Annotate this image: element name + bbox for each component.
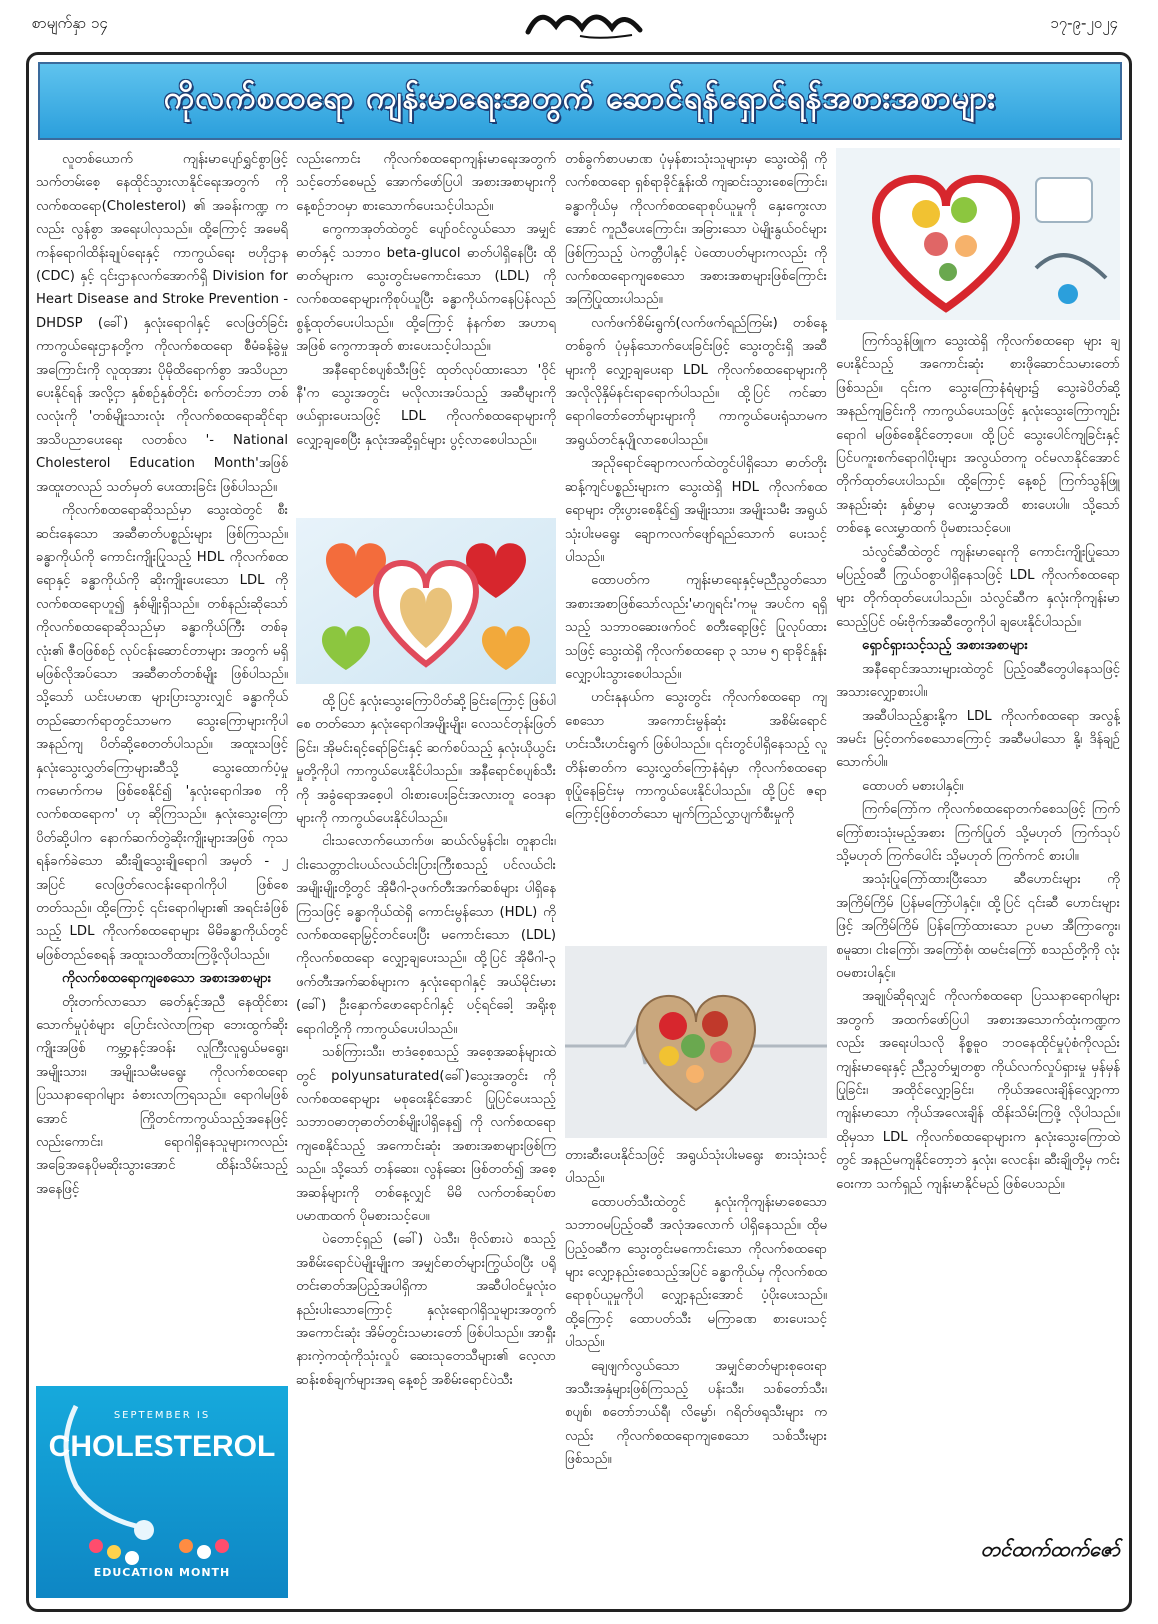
column-3-top (565, 148, 827, 940)
poster-month: SEPTEMBER IS (113, 1410, 211, 1421)
paragraph: ထောပတ်က ကျန်းမာရေးနှင့်မညီညွတ်သော အစားအစာဖြစ်သော်လည်း'မာဂျရင်း'ကမူ အပင်က ရရှိသည့် သဘာဝဆေးဖက်ဝင် စတီးရော့ဖြင့် ပြုလုပ်ထားသဖြင့် သွေးထဲရှိ ကိုလက်စထရော ၃ သာမ ၅ ရာခိုင်နှုန်း လျှော့ပါးသွားစေပါသည်။ (565, 573, 827, 682)
paragraph: ထောပတ် မစားပါနှင့်။ (862, 778, 964, 794)
cholesterol-month-poster (36, 1386, 288, 1598)
paragraph: သစ်ကြားသီး၊ ဗာဒံစေ့စသည့် အစေ့အဆန်များထဲတွင် polyunsaturated(ခေါ်)သွေးအတွင်း ကို လက်စထရောများ မစုဝေးနိုင်အောင် ပြုပြင်ပေးသည့် သဘာဝဓာတုဓာတ်တစ်မျိုးပါရှိနေ၍ ကို လက်စထရော ကျစေနိုင်သည့် အကောင်းဆုံး အစားအစာများဖြစ်ကြသည်။ သို့သော် တန်ဆေး၊ လွန်ဆေး ဖြစ်တတ်၍ အစေ့အဆန်များကို တစ်နေ့လျှင် မိမိ လက်တစ်ဆုပ်စာ ပမာဏထက် ပိုမစားသင့်ပေ။ (296, 1045, 556, 1224)
paragraph: ဟင်းနုနယ်က သွေးတွင်း ကိုလက်စထရော ကျစေသော အကောင်းမွန်ဆုံး အစိမ်းရောင်ဟင်းသီးဟင်းရွက် ဖြစ်ပါသည်။ ၎င်းတွင်ပါရှိနေသည့် လူတိန်းဓာတ်က သွေးလွှတ်ကြောနံရံမှာ ကိုလက်စထရော စုပြုံနေခြင်းမှ ကာကွယ်ပေးနိုင်ပါသည်။ ထို့ပြင် ဇရာကြောင့်ဖြစ်တတ်သော မျက်ကြည်လွှာပျက်စီးမှုကို (565, 690, 827, 823)
paragraph: သံလွင်ဆီထဲတွင် ကျန်းမာရေးကို ကောင်းကျိုးပြုသော မပြည့်ဝဆီ ကြွယ်ဝစွာပါရှိနေသဖြင့် LDL ကိုလက်စထရောများ တိုက်ထုတ်ပေးပါသည်။ သံလွင်ဆီက နှလုံးကိုကျန်းမာသေည့်ပြင် ဝမ်းဗိုက်အဆီတွေကိုပါ ချပေးနိုင်ပါသည်။ (836, 544, 1120, 630)
paragraph: ကြက်သွန်ဖြူက သွေးထဲရှိ ကိုလက်စထရော များ ချပေးနိုင်သည့် အကောင်းဆုံး စားဖိုဆောင်သမားတော်ဖြစ်သည်။ ၎င်းက သွေးကြောနံရံများ၌ သွေးခဲပိတ်ဆို့အနည်ကျခြင်းကို ကာကွယ်ပေးသဖြင့် နှလုံးသွေးကြောကျဉ်းရောဂါ မဖြစ်စေနိုင်တော့ပေ။ ထို့ပြင် သွေးပေါင်ကျခြင်းနှင့် ပြင်ပကူးစက်ရောဂါပိုးများ အလွယ်တကူ ဝင်မလာနိုင်အောင် တိုက်ထုတ်ပေးပါသည်။ ထို့ကြောင့် နေ့စဉ် ကြက်သွန်ဖြူ အနည်းဆုံး နှစ်မွှာမှ လေးမွှာအထိ စားပေးပါ။ သို့သော် တစ်နေ့ လေးမွှာထက် ပိုမစားသင့်ပေ။ (836, 334, 1120, 537)
page-number: စာမျက်နှာ ၁၄ (32, 14, 108, 32)
paragraph: ချေဖျက်လွယ်သော အမျှင်ဓာတ်များစုဝေးရာ အသီးအနှံများဖြစ်ကြသည့် ပန်းသီး၊ သစ်တော်သီး၊ စပျစ်၊ စတော်ဘယ်ရီ၊ လိမ္မော်၊ ဂရိတ်ဖရုသီးများ ကလည်း ကိုလက်စထရောကျစေသော သစ်သီးများ ဖြစ်သည်။ (565, 1358, 827, 1468)
heart-bowl-food-photo (836, 148, 1120, 320)
paragraph: ထောပတ်သီးထဲတွင် နှလုံးကိုကျန်းမာစေသော သဘာဝမပြည့်ဝဆီ အလုံအလောက် ပါရှိနေသည်။ ထိုမပြည့်ဝဆီက သွေးတွင်းမကောင်းသော ကိုလက်စထရောများ လျှော့နည်းစေသည့်အပြင် ခန္ဓာကိုယ်မှ ကိုလက်စထရောစုပ်ယူမှုကိုပါ လျှော့နည်းအောင် ပံ့ပိုးပေးသည်။ ထို့ကြောင့် ထောပတ်သီး မကြာခဏ စားပေးသင့်ပါသည်။ (565, 1194, 827, 1351)
paragraph: အသုံးပြုကြော်ထားပြီးသော ဆီဟောင်းများ ကို အကြိမ်ကြိမ် ပြန်မကြော်ပါနှင့်။ ထို့ပြင် ၎င်းဆီ ဟောင်းများဖြင့် အကြိမ်ကြိမ် ပြန်ကြော်ထားသော ဥပမာ အီကြာကွေး၊ စမူဆာ၊ ငါးကြော်၊ အကြော်စုံ၊ ထမင်းကြော် စသည်တို့ကို လုံးဝမစားပါနှင့်။ (836, 872, 1120, 981)
heart-ecg-photo (565, 946, 827, 1138)
paragraph: တစ်ခွက်စာပမာဏ ပုံမှန်စားသုံးသူများမှာ သွေးထဲရှိ ကိုလက်စထရော ရှစ်ရာခိုင်နှုန်းထိ ကျဆင်းသွားစေကြောင်း၊ ခန္ဓာကိုယ်မှ ကိုလက်စထရောစုပ်ယူမှုကို နှေးကွေးလာအောင် ကူညီပေးကြောင်း၊ အခြားသော ပဲမျိုးနွယ်ဝင်များဖြစ်ကြသည့် ပဲကတ္တီပါနှင့် ပဲထောပတ်များကလည်း ကိုလက်စထရောကျစေသော အစားအစာများဖြစ်ကြောင်း အကြံပြုထားပါသည်။ (565, 152, 827, 308)
paragraph: လည်းကောင်း ကိုလက်စထရောကျန်းမာရေးအတွက် သင့်တော်စေမည့် အောက်ဖော်ပြပါ အစားအစာများကို နေ့စဉ်ဘဝမှာ စားသောက်ပေးသင့်ပါသည်။ (296, 152, 556, 214)
author-byline: တင်ထက်ထက်ဇော် (980, 1537, 1120, 1561)
subheading-lowering-foods: ကိုလက်စထရောကျစေသော အစားအစာများ (62, 971, 272, 987)
column-1 (36, 148, 288, 1358)
issue-date: ၁၇-၉-၂၀၂၄ (1050, 14, 1118, 32)
heart-bowl-illustration (836, 148, 1120, 320)
column-4 (836, 330, 1120, 1504)
paragraph: ပဲတောင့်ရှည် (ခေါ်) ပဲသီး၊ ဗိုလ်စားပဲ စသည့် အစိမ်းရောင်ပဲမျိုးမျိုးက အမျှင်ဓာတ်များကြွယ်ဝပြီး ပရိုတင်းဓာတ်အပြည့်အပါရှိကာ အဆီပါဝင်မှုလုံးဝ နည်းပါးသောကြောင့် နှလုံးရောဂါရှိသူများအတွက် အကောင်းဆုံး အိမ်တွင်းသမားတော် ဖြစ်ပါသည်။ အာရှီးနားကဲ့ကထုံကိုသုံးလှုပ် ဆေးသုတေသီများ၏ လေ့လာဆန်းစစ်ချက်များအရ နေ့စဉ် အစိမ်းရောင်ပဲသီး (296, 1232, 556, 1388)
column-2-top (296, 148, 556, 508)
paragraph: ကွေကာအုတ်ထဲတွင် ပျော်ဝင်လွယ်သော အမျှင်ဓာတ်နှင့် သဘာဝ beta-glucol ဓာတ်ပါရှိနေပြီး ထိုဓာတ်များက သွေးတွင်းမကောင်းသော (LDL) ကိုလက်စထရောများကိုစုပ်ယူပြီး ခန္ဓာကိုယ်ကနေပြန်လည် စွန့်ထုတ်ပေးပါသည်။ ထို့ကြောင့် နံနက်စာ အဟာရအဖြစ် ကွေကာအုတ် စားပေးသင့်ပါသည်။ (296, 222, 556, 355)
paragraph: အနီရောင်အသားများထဲတွင် ပြည့်ဝဆီတွေပါနေသဖြင့် အသားလျှော့စားပါ။ (836, 661, 1120, 701)
paragraph: အဆီပါသည့်နွားနို့က LDL ကိုလက်စထရော အလွန့်အမင်း မြင့်တက်စေသောကြောင့် အဆီမပါသော နို့၊ ဒိန်ချဉ် သောက်ပါ။ (836, 708, 1120, 771)
paragraph: တားဆီးပေးနိုင်သဖြင့် အရွယ်သုံးပါးမရွေး စားသုံးသင့်ပါသည်။ (565, 1148, 827, 1187)
paragraph: အညိုရောင်ချောကလက်ထဲတွင်ပါရှိသော ဓာတ်တိုးဆန့်ကျင်ပစ္စည်းများက သွေးထဲရှိ HDL ကိုလက်စထရောများ တိုးပွားစေနိုင်၍ အမျိုးသား၊ အမျိုးသမီး အရွယ်သုံးပါးမရွေး ချောကလက်ဖျော်ရည်သောက် ပေးသင့်ပါသည်။ (565, 456, 827, 565)
paragraph: လက်ဖက်စိမ်းရွက်(လက်ဖက်ရည်ကြမ်း) တစ်နေ့တစ်ခွက် ပုံမှန်သောက်ပေးခြင်းဖြင့် သွေးတွင်းရှိ အဆီများကို လျှော့ချပေးရာ LDL ကိုလက်စထရောများကို အလိုလိုနှိမ်နင်းရာရောက်ပါသည်။ ထို့ပြင် ကင်ဆာရောဂါတော်တော်များများကို ကာကွယ်ပေးရုံသာမက အရွယ်တင်နုပျိုလာစေပါသည်။ (565, 315, 827, 448)
heart-ecg-illustration (565, 946, 827, 1138)
paragraph: တိုးတက်လာသော ခေတ်နှင့်အညီ နေထိုင်စားသောက်မှုပုံစံများ ပြောင်းလဲလာကြရာ ဘေးထွက်ဆိုးကျိုးအဖြစ် ကမ္ဘာ့နင့်အဝန်း လူကြီးလူရွယ်မရွေး၊ အမျိုးသား၊ အမျိုးသမီးမရွေး ကိုလက်စထရော ပြဿနာရောဂါများ ခံစားလာကြရသည်။ ရောဂါမဖြစ်အောင် ကြိုတင်ကာကွယ်သည့်အနေဖြင့် လည်းကောင်း၊ ရောဂါရှိနေသူများကလည်း အခြေအနေပိုမဆိုးသွားအောင် ထိန်းသိမ်းသည့်အနေဖြင့် (36, 994, 288, 1197)
poster-title: CHOLESTEROL (48, 1430, 276, 1463)
hearts-illustration (296, 518, 556, 684)
title-banner (38, 62, 1122, 140)
paragraph: ကိုလက်စထရောဆိုသည်မှာ သွေးထဲတွင် စီးဆင်းနေသော အဆီဓာတ်ပစ္စည်းများ ဖြစ်ကြသည်။ ခန္ဓာကိုယ်ကို ကောင်းကျိုးပြုသည့် HDL ကိုလက်စထရောနှင့် ခန္ဓာကိုယ်ကို ဆိုးကျိုးပေးသော LDL ကိုလက်စထရောဟူ၍ နှစ်မျိုးရှိသည်။ တစ်နည်းဆိုသော် ကိုလက်စထရောဆိုသည်မှာ ခန္ဓာကိုယ်ကြီး တစ်ခုလုံး၏ ဇီဝဖြစ်စဉ် လုပ်ငန်းဆောင်တာများ အတွက် မရှိမဖြစ်လိုအပ်သော အဆီဓာတ်တစ်မျိုး ဖြစ်ပါသည်။ သို့သော် ယင်းပမာဏ များပြားသွားလျှင် ခန္ဓာကိုယ် တည်ဆောက်ရာတွင်သာမက သွေးကြောများကိုပါ အနည်ကျ ပိတ်ဆို့စေတတ်ပါသည်။ အထူးသဖြင့် နှလုံးသွေးလွှတ်ကြောများဆီသို့ သွေးထောက်ပံ့မှု ကမောက်ကမ ဖြစ်စေနိုင်၍ 'နှလုံးရောဂါအစ ကိုလက်စထရောက' ဟု ဆိုကြသည်။ နှလုံးသွေးကြောပိတ်ဆို့ပါက နောက်ဆက်တွဲဆိုးကျိုးများအဖြစ် ကုသရန်ခက်ခဲသော ဆီးချိုသွေးချိုရောဂါ အမှတ် - ၂ အပြင် လေဖြတ်လေငန်းရောဂါကိုပါ ဖြစ်စေတတ်သည်။ ထို့ကြောင့် ၎င်းရောဂါများ၏ အရင်းခံဖြစ်သည့် LDL ကိုလက်စထရောများ မိမိခန္ဓာကိုယ်တွင် မဖြစ်တည်စေရန် အထူးသတိထားကြဖို့လိုပါသည်။ (36, 503, 288, 963)
paragraph: ထို့ပြင် နှလုံးသွေးကြောပိတ်ဆို့ခြင်းကြောင့် ဖြစ်ပါစေ တတ်သော နှလုံးရောဂါအမျိုးမျိုး၊ လေသင်တုန်းဖြတ်ခြင်း၊ အိုမင်းရင့်ရော်ခြင်းနှင့် ဆက်စပ်သည့် နှလုံးယိုယွင်းမှုတို့ကိုပါ ကာကွယ်ပေးနိုင်ပါသည်။ အနီရောင်စပျစ်သီးကို အခွံရောအစေ့ပါ ဝါးစားပေးခြင်းအလားတူ ဝေဒနာများကို ကာကွယ်ပေးနိုင်ပါသည်။ (296, 694, 556, 827)
page-header (0, 0, 1158, 46)
column-3-bottom (565, 1144, 827, 1598)
paragraph: ငါးသလောက်ယောက်ဖ၊ ဆယ်လ်မွန်ငါး၊ တူနာငါး၊ငါးသေတ္တာငါးပယ်လယ်ငါးပြားကြီးစသည့် ပင်လယ်ငါးအမျိုးမျိုးတို့တွင် အိုမီဂါ-၃ဖက်တီးအက်ဆစ်များ ပါရှိနေကြသဖြင့် ခန္ဓာကိုယ်ထဲရှိ ကောင်းမွန်သော (HDL) ကိုလက်စထရောမြှင့်တင်ပေးပြီး မကောင်းသော (LDL) ကိုလက်စထရော လျှော့ချပေးသည်။ ထို့ပြင် အိုမီဂါ-၃ ဖက်တီးအက်ဆစ်များက နှလုံးရောဂါနှင့် အယ်မိုင်းမား (ခေါ်) ဦးနှောက်ဖောရောင်ဂါနှင့် ပင့်ရင်ခေါ့ အရိုးစုရောဂါတို့ကို ကာကွယ်ပေးပါသည်။ (296, 834, 556, 1037)
paragraph: အချုပ်ဆိုရလျှင် ကိုလက်စထရော ပြဿနာရောဂါများအတွက် အထက်ဖော်ပြပါ အစားအသောက်ထုံးကဏ္ဍကလည်း အရေးပါသလို နိစ္စဓူဝ ဘဝနေထိုင်မှုပုံစံကိုလည်း ကျန်းမာရေးနှင့် ညီညွတ်မျှတစွာ ကိုယ်လက်လှုပ်ရှားမှု မှန်မှန်ပြုခြင်း၊ အထိုင်လျှော့ခြင်း၊ ကိုယ်အလေးချိန်လျှော့ကာ ကျန်းမာသော ကိုယ်အလေးချိန် ထိန်းသိမ်းကြဖို့ လိုပါသည်။ ထိုမှသာ LDL ကိုလက်စထရောများက နှလုံးသွေးကြောထဲတွင် အနည်မကျနိုင်တော့ဘဲ နှလုံး၊ လေငန်း၊ ဆီးချိုတို့မှ ကင်းဝေးကာ သက်ရှည် ကျန်းမာနိုင်မည် ဖြစ်ပေသည်။ (836, 989, 1120, 1192)
paragraph: လူတစ်ယောက် ကျန်းမာပျော်ရွှင်စွာဖြင့် သက်တမ်းစေ့ နေထိုင်သွားလာနိုင်ရေးအတွက် ကိုလက်စထရော(Cholesterol) ၏ အခန်းကဏ္ဍ ကလည်း လွန်စွာ အရေးပါလှသည်။ ထို့ကြောင့် အမေရိကန်ရောဂါထိန်းချုပ်ရေးနှင့် ကာကွယ်ရေး ဗဟိုဌာန (CDC) နှင့် ၎င်းဌာနလက်အောက်ရှိ Division for Heart Disease and Stroke Prevention - DHDSP (ခေါ်) နှလုံးရောဂါနှင့် လေဖြတ်ခြင်းကာကွယ်ရေးဌာနတို့က ကိုလက်စထရော စီမံခန့်ခွဲမှုအကြောင်းကို လူထုအား ပိုမိုထိရောက်စွာ အသိပညာပေးနိုင်ရန် အလို့ငှာ နှစ်စဉ်နှစ်တိုင်း စက်တင်ဘာ တစ်လလုံးကို 'တစ်မျိုးသားလုံး ကိုလက်စထရောဆိုင်ရာ အသိပညာပေးရေး လတစ်လ '- National Cholesterol Education Month'အဖြစ် အထူးတလည် သတ်မှတ် ပေးထားခြင်း ဖြစ်ပါသည်။ (36, 152, 288, 495)
column-2-bottom (296, 690, 556, 1598)
poster-subtitle: EDUCATION MONTH (93, 1566, 231, 1579)
article-title: ကိုလက်စထရော ကျန်းမာရေးအတွက် ဆောင်ရန်ရှောင်ရန်အစားအစာများ (164, 80, 996, 116)
masthead-logo (520, 2, 650, 42)
subheading-avoid-foods: ရှောင်ရှားသင့်သည့် အစားအစာများ (862, 638, 1028, 654)
paragraph: အနီရောင်စပျစ်သီးဖြင့် ထုတ်လုပ်ထားသော 'ဝိုင်နီ'က သွေးအတွင်း မလိုလားအပ်သည့် အဆီများကို ဖယ်ရှားပေးသဖြင့် LDL ကိုလက်စထရောများကို လျှော့ချစေပြီး နှလုံးအဆို့ရှင်များ ပွင့်လာစေပါသည်။ (296, 362, 556, 448)
hearts-food-photo (296, 518, 556, 684)
paragraph: ကြက်ကြော်က ကိုလက်စထရောတက်စေသဖြင့် ကြက်ကြော်စားသုံးမည့်အစား ကြက်ပြုတ် သို့မဟုတ် ကြက်သုပ် သို့မဟုတ် ကြက်ပေါင်း သို့မဟုတ် ကြက်ကင် စားပါ။ (836, 802, 1120, 864)
